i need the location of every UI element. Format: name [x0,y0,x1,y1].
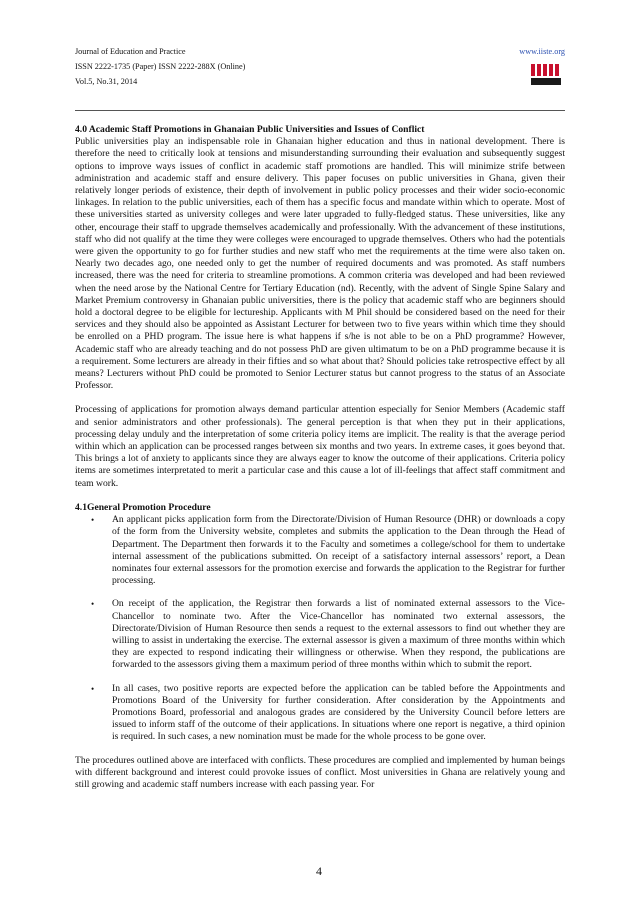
list-item [75,683,565,744]
page-number: 4 [316,864,322,878]
section-paragraph-1: Public universities play an indispensable role in Ghanaian higher education and thus in national development. There is therefore the need to critically look at tensions and misunderstanding surrounding their evaluation and subsequently suggest options to improve ways issues of conflict in academic staff promotions are handled. This will minimize strife between administration and academic staff and ensure delivery. This paper focuses on public universities in Ghana, given their relatively longer periods of existence, their depth of involvement in public policy processes and their wider socio-economic linkages. In relation to the public universities, each of them has a specific focus and mandate within which to operate. Most of these universities started as university colleges and were later upgraded to fully-fledged status. These universities, like any other, encourage their staff to upgrade themselves academically and professionally. With the advancement of these institutions, staff who did not qualify at the time they were colleges were encouraged to upgrade themselves. Others who had the potentials were given the opportunity to go for further studies and new staff who met the requirements at the time were also taken on. Nearly two decades ago, one needed only to get the number of required documents and was promoted. As staff numbers increased, there was the need for criteria to streamline promotions. A common criteria was developed and had been reviewed when the need arose by the National Centre for Tertiary Education (nd). Recently, with the advent of Single Spine Salary and Market Premium controversy in Ghanaian public universities, there is the policy that academic staff who are beginners should hold a doctoral degree to be eligible for lectureship. Applicants with M Phil should be considered based on the need for their services and they should also be appointed as Assistant Lecturer for between two to five years within which time they should be enrolled on a PHD program. The issue here is what happens if s/he is not able to be on a PhD programme? However, Academic staff who are already teaching and do not possess PhD are given ultimatum to be on a PhD programme because it is a requirement. Some lecturers are already in their fifties and so what about that? Should policies take retrospective effect by all means? Lecturers without PhD could be promoted to Senior Lecturer status but cannot progress to the status of an Associate Professor. [75,136,565,392]
procedure-list [75,514,565,743]
list-item [75,514,565,587]
list-item-text: On receipt of the application, the Registrar then forwards a list of nominated external assessors to the Vice-Chancellor to nominate two. After the Vice-Chancellor has nominated two external assessors, the Directorate/Division of Human Resource then sends a request to the external assessors to find out whether they are willing to assist in undertaking the exercise. The external assessor is given a maximum of three months within which they are expected to respond indicating their willingness or otherwise. When they respond, the publications are forwarded to the assessors giving them a maximum period of three months within which to submit the report. [112,598,565,671]
journal-title: Journal of Education and Practice [75,47,186,56]
list-item-text: In all cases, two positive reports are expected before the application can be tabled before the Appointments and Promotions Board of the University for further consideration. After consideration by the Appointments and Promotions Board, professorial and analogous grades are considered by the University Council before letters are issued to inform staff of the outcome of their applications. In situations where one report is negative, a third opinion is required. In such cases, a new nomination must be made for the whole process to be gone over. [112,682,565,743]
subsection-heading: 4.1General Promotion Procedure [75,501,211,513]
section-paragraph-2: Processing of applications for promotion always demand particular attention especially for Senior Members (Academic staff and senior administrators and other professionals). The general perception is that when they put in their applications, processing delay unduly and the interpretation of some criteria policy items are implicit. The reality is that the average period within which an application can be processed ranges between six months and two years. In extreme cases, it goes beyond that. This brings a lot of anxiety to applicants since they are always eager to know the outcome of their applications. Criteria policy items are sometimes interpretated to merit a particular case and this cause a lot of ill-feelings that affect staff commitment and team work. [75,404,565,489]
section-heading: 4.0 Academic Staff Promotions in Ghanaian Public Universities and Issues of Conflict [75,124,425,135]
closing-paragraph: The procedures outlined above are interfaced with conflicts. These procedures are complied and implemented by human beings with different background and interest could provoke issues of conflict. Most universities in Ghana are relatively young and still growing and academic staff numbers increase with each passing year. For [75,754,565,790]
iiste-logo-icon [529,62,563,88]
journal-url-link[interactable]: www.iiste.org [519,47,565,56]
list-item [75,598,565,671]
issn-line: ISSN 2222-1735 (Paper) ISSN 2222-288X (Online) [75,62,246,71]
main-content [75,124,565,791]
page-header [75,44,565,108]
bullet-icon: • [91,599,95,610]
list-item-text: An applicant picks application form from the Directorate/Division of Human Resource (DHR) or downloads a copy of the form from the University website, completes and submits the application to the Dean through the Head of Department. The Department then forwards it to the Faculty and sometimes a college/school for them to undertake internal assessment of the publications submitted. On receipt of a satisfactory internal assessors’ report, a Dean nominates four external assessors for the promotion exercise and forwards the application to the Registrar for further processing. [112,514,565,587]
volume-line: Vol.5, No.31, 2014 [75,77,138,86]
header-divider [75,110,565,111]
bullet-icon: • [91,515,95,526]
bullet-icon: • [91,683,95,694]
